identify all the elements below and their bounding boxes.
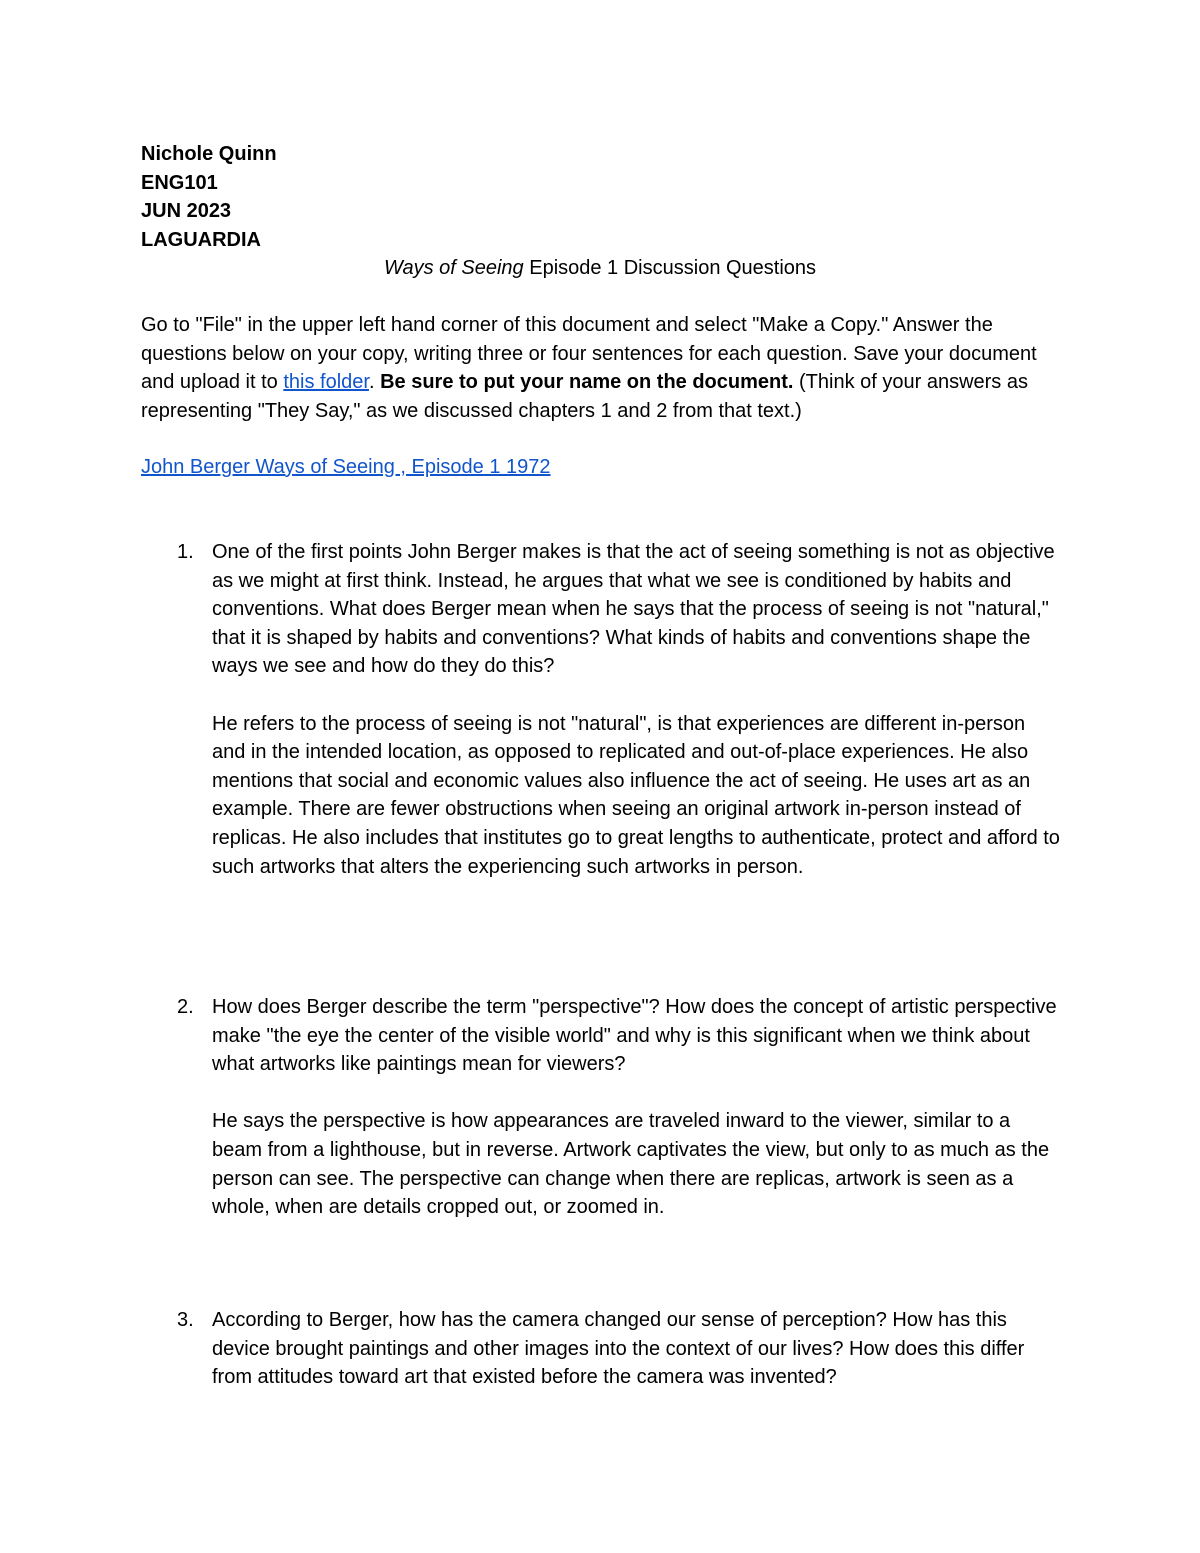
question-number: 2. xyxy=(177,996,194,1018)
question-number: 1. xyxy=(177,541,194,563)
title-italic-part: Ways of Seeing xyxy=(383,257,524,279)
instructions-part1: Go to "File" in the upper left hand corner of this document and select "Make a Copy." Answer the questions below on your copy, writing three or four sentences for each question. Save your document and upload it to xyxy=(141,314,1037,394)
document-title xyxy=(141,254,1059,283)
instructions-paragraph xyxy=(141,311,1063,425)
student-name: Nichole Quinn xyxy=(141,143,277,165)
instructions-bold-note: Be sure to put your name on the document. xyxy=(380,371,794,394)
title-rest: Episode 1 Discussion Questions xyxy=(523,257,817,279)
question-item-3 xyxy=(141,1306,1063,1392)
school-name: LAGUARDIA xyxy=(141,228,261,251)
question-number: 3. xyxy=(177,1309,194,1331)
question-item-2 xyxy=(141,993,1063,1222)
video-link[interactable]: John Berger Ways of Seeing , Episode 1 1972 xyxy=(141,456,551,478)
question-text: One of the first points John Berger makes is that the act of seeing something is not as objective as we might at first think. Instead, he argues that what we see is conditioned by habits and conventions. What does Berger mean when he says that the process of seeing is not "natural," that it is shaped by habits and conventions? What kinds of habits and conventions shape the ways we see and how do they do this? xyxy=(212,541,1055,678)
video-link-line xyxy=(141,453,551,482)
instructions-part3: (Think of your answers as representing "They Say," as we discussed chapters 1 and 2 from that text.) xyxy=(141,371,1028,422)
student-header xyxy=(141,140,277,254)
folder-link[interactable]: this folder xyxy=(283,371,369,394)
question-text: How does Berger describe the term "perspective"? How does the concept of artistic perspective make "the eye the center of the visible world" and why is this significant when we think about what artworks like paintings mean for viewers? xyxy=(212,996,1057,1076)
course-code: ENG101 xyxy=(141,171,218,194)
answer-text: He says the perspective is how appearances are traveled inward to the viewer, similar to a beam from a lighthouse, but in reverse. Artwork captivates the view, but only to as much as the person can see. The perspective can change when there are replicas, artwork is seen as a whole, when are details cropped out, or zoomed in. xyxy=(212,1110,1050,1219)
question-item-1 xyxy=(141,538,1063,881)
instructions-part2: . xyxy=(368,371,381,394)
term-date: JUN 2023 xyxy=(141,200,232,222)
question-text: According to Berger, how has the camera changed our sense of perception? How has this device brought paintings and other images into the context of our lives? How does this differ from attitudes toward art that existed before the camera was invented? xyxy=(212,1309,1025,1389)
answer-text: He refers to the process of seeing is not "natural", is that experiences are different in-person and in the intended location, as opposed to replicated and out-of-place experiences. He also mentions that social and economic values also influence the act of seeing. He uses art as an example. There are fewer obstructions when seeing an original artwork in-person instead of replicas. He also includes that institutes go to great lengths to authenticate, protect and afford to such artworks that alters the experiencing such artworks in person. xyxy=(212,712,1060,878)
